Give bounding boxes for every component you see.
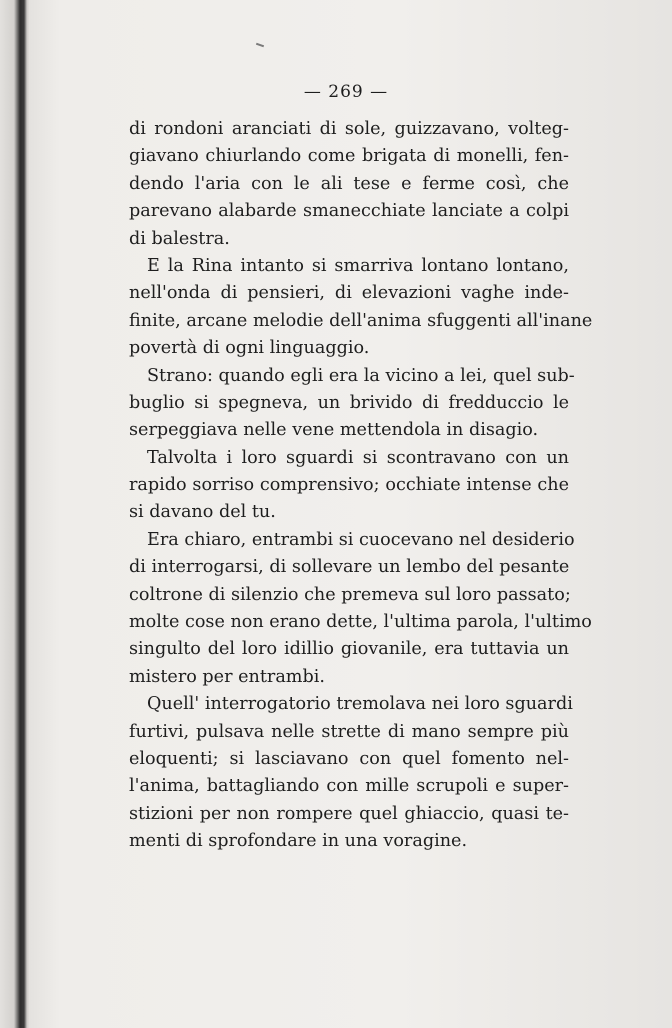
ink-mark (256, 43, 264, 48)
text-line: mistero per entrambi. (129, 666, 325, 687)
text-line: molte cose non erano dette, l'ultima parola, l'ultimo (129, 612, 592, 633)
text-line: stizioni per non rompere quel ghiaccio, quasi te- (129, 803, 569, 824)
text-line: serpeggiava nelle vene mettendola in disagio. (129, 420, 539, 441)
text-line: E la Rina intanto si smarriva lontano lontano, (147, 255, 569, 276)
body-text (129, 116, 593, 856)
text-line: di rondoni aranciati di sole, guizzavano, volteg- (129, 119, 569, 139)
text-line: l'anima, battagliando con mille scrupoli e super- (129, 776, 569, 797)
text-line: giavano chiurlando come brigata di monelli, fen- (129, 146, 569, 167)
book-spine (0, 0, 30, 1028)
text-line: furtivi, pulsava nelle strette di mano sempre più (129, 721, 569, 742)
text-line: Talvolta i loro sguardi si scontravano con un (147, 447, 569, 468)
text-line: Quell' interrogatorio tremolava nei loro sguardi (147, 694, 573, 715)
page-number: — 269 — (303, 82, 389, 102)
text-line: Era chiaro, entrambi si cuocevano nel desiderio (147, 529, 575, 550)
text-line: finite, arcane melodie dell'anima sfuggenti all'inane (129, 310, 593, 331)
text-line: dendo l'aria con le ali tese e ferme così, che (129, 173, 569, 194)
text-line: rapido sorriso comprensivo; occhiate intense che (129, 475, 569, 496)
text-line: buglio si spegneva, un brivido di fredduccio le (129, 392, 569, 413)
text-line: eloquenti; si lasciavano con quel fomento nel- (129, 748, 569, 769)
text-line: singulto del loro idillio giovanile, era tuttavia un (129, 639, 569, 660)
text-line: coltrone di silenzio che premeva sul loro passato; (129, 584, 571, 605)
text-line: si davano del tu. (129, 502, 276, 523)
text-line: di interrogarsi, di sollevare un lembo del pesante (129, 557, 570, 578)
text-line: Strano: quando egli era la vicino a lei, quel sub- (147, 365, 575, 386)
text-line: menti di sprofondare in una voragine. (129, 831, 468, 852)
text-line: nell'onda di pensieri, di elevazioni vaghe inde- (129, 283, 569, 304)
text-line: povertà di ogni linguaggio. (129, 338, 370, 359)
text-line: parevano alabarde smanecchiate lanciate a colpi (129, 201, 569, 222)
text-line: di balestra. (129, 228, 230, 249)
